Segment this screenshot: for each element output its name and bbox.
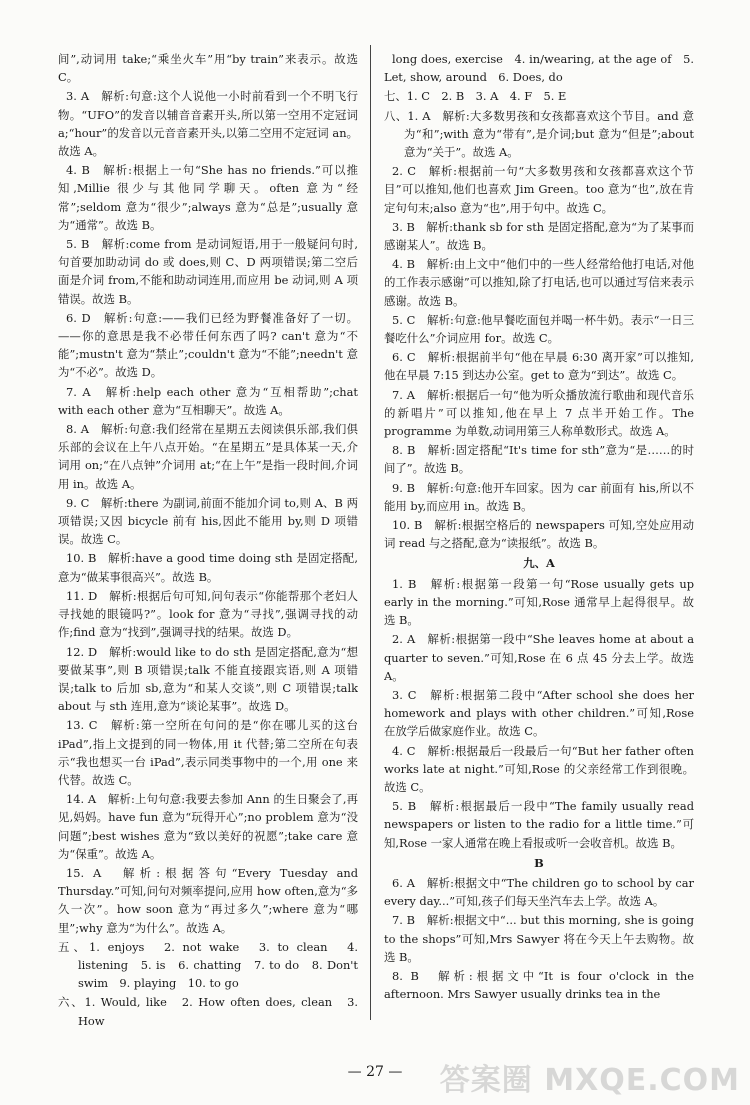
answer-paragraph: 八、1. A 解析:大多数男孩和女孩都喜欢这个节目。and 意为“和”;with 意为“带有”,是介词;but 意为“但是”;about 意为“关于”。故选 A。 (384, 108, 694, 160)
answer-paragraph: 11. D 解析:根据后句可知,问句表示“你能帮那个老妇人寻找她的眼镜吗?”。look for 意为“寻找”,强调寻找的动作;find 意为“找到”,强调寻找的结果。故选 D。 (58, 588, 358, 640)
answer-paragraph: 10. B 解析:根据空格后的 newspapers 可知,空处应用动词 read 与之搭配,意为“读报纸”。故选 B。 (384, 518, 694, 551)
answer-paragraph: 间”,动词用 take;“乘坐火车”用“by train”来表示。故选 C。 (58, 52, 358, 85)
answer-paragraph: 6. C 解析:根据前半句“他在早晨 6:30 离开家”可以推知,他在早晨 7:15 到达办公室。get to 意为“到达”。故选 C。 (384, 350, 694, 383)
answer-paragraph: 3. B 解析:thank sb for sth 是固定搭配,意为“为了某事而感谢某人”。故选 B。 (384, 219, 694, 253)
column-divider (370, 45, 371, 1020)
answer-paragraph: 6. D 解析:句意:——我们已经为野餐准备好了一切。——你的意思是我不必带任何东西了吗? can't 意为“不能”;mustn't 意为“禁止”;couldn't 意为“不能”;needn't 意为“不必”。故选 D。 (58, 310, 358, 380)
answer-paragraph: 2. C 解析:根据前一句“大多数男孩和女孩都喜欢这个节目”可以推知,他们也喜欢 Jim Green。too 意为“也”,放在肯定句句末;also 意为“也”,用于句中。故选 C。 (384, 164, 694, 215)
answer-paragraph: 3. A 解析:句意:这个人说他一小时前看到一个不明飞行物。“UFO”的发音以辅音音素开头,所以第一空用不定冠词 a;“hour”的发音以元音音素开头,以第二空用不定冠词 an。故选 A。 (58, 89, 358, 159)
watermark-logo: 答案圈 MXQE.COM (439, 1063, 740, 1098)
answer-paragraph: 8. B 解析:根据文中“It is four o'clock in the afternoon. Mrs Sawyer usually drinks tea in the (384, 968, 694, 1002)
answer-paragraph: 6. A 解析:根据文中“The children go to school by car every day...”可知,孩子们每天坐汽车去上学。故选 A。 (384, 875, 694, 909)
answer-paragraph: 14. A 解析:上句句意:我要去参加 Ann 的生日聚会了,再见,妈妈。have fun 意为“玩得开心”;no problem 意为“没问题”;best wishes 意为“致以美好的祝愿”;take care 意为“保重”。故选 A。 (58, 792, 358, 861)
answer-paragraph: 9. C 解析:there 为副词,前面不能加介词 to,则 A、B 两项错误;又因 bicycle 前有 his,因此不能用 by,则 D 项错误。故选 C。 (58, 495, 358, 547)
answer-paragraph: 5. B 解析:come from 是动词短语,用于一般疑问句时,句首要加助动词 do 或 does,则 C、D 两项错误;第二空后面是介词 from,不能和助动词连用,而应用 be 动词,则 A 项错误。故选 B。 (58, 237, 358, 306)
answer-paragraph: B (534, 855, 544, 870)
answer-paragraph: 7. A 解析:help each other 意为“互相帮助”;chat with each other 意为“互相聊天”。故选 A。 (58, 384, 358, 417)
answer-paragraph: 12. D 解析:would like to do sth 是固定搭配,意为“想要做某事”,则 B 项错误;talk 不能直接跟宾语,则 A 项错误;talk to 后加 sb,意为“和某人交谈”,则 C 项错误;talk about 与 sth 连用,意为“谈论某事”。故选 D。 (58, 644, 358, 714)
answer-paragraph: 9. B 解析:句意:他开车回家。因为 car 前面有 his,所以不能用 by,而应用 in。故选 B。 (384, 480, 694, 513)
answer-paragraph: 13. C 解析:第一空所在句问的是“你在哪儿买的这台 iPad”,指上文提到的同一物体,用 it 代替;第二空所在句表示“我也想买一台 iPad”,表示同类事物中的一个,用 one 来代替。故选 C。 (58, 718, 358, 787)
answer-paragraph: 5. B 解析:根据最后一段中“The family usually read newspapers or listen to the radio for a little time.”可知,Rose 一家人通常在晚上看报或听一会收音机。故选 B。 (384, 799, 694, 850)
left-column (58, 50, 358, 1035)
answer-paragraph: 七、1. C 2. B 3. A 4. F 5. E (384, 89, 567, 104)
answer-paragraph: 10. B 解析:have a good time doing sth 是固定搭配,意为“做某事很高兴”。故选 B。 (58, 551, 358, 584)
answer-paragraph: 4. C 解析:根据最后一段最后一句“But her father often works late at night.”可知,Rose 的父亲经常工作到很晚。故选 C。 (384, 743, 694, 794)
answer-paragraph: 5. C 解析:句意:他早餐吃面包并喝一杯牛奶。表示“一日三餐吃什么”介词应用 for。故选 C。 (384, 312, 694, 346)
answer-paragraph: 8. A 解析:句意:我们经常在星期五去阅读俱乐部,我们俱乐部的会议在上午八点开始。“在星期五”是具体某一天,介词用 on;“在八点钟”介词用 at;“在上午”是指一段时间,介词用 in。故选 A。 (58, 422, 358, 491)
answer-paragraph: 4. B 解析:根据上一句“She has no friends.”可以推知,Millie 很少与其他同学聊天。often 意为“经常”;seldom 意为“很少”;always 意为“总是”;usually 意为“通常”。故选 B。 (58, 163, 358, 232)
page-number: — 27 — (347, 1064, 403, 1080)
answer-paragraph: long does, exercise 4. in/wearing, at the age of 5. Let, show, around 6. Does, do (384, 52, 694, 85)
answer-paragraph: 2. A 解析:根据第一段中“She leaves home at about a quarter to seven.”可知,Rose 在 6 点 45 分去上学。故选 A。 (384, 632, 694, 683)
answer-paragraph: 九、A (523, 556, 555, 571)
answer-paragraph: 五、1. enjoys 2. not wake 3. to clean 4. listening 5. is 6. chatting 7. to do 8. Don't swim 9. playing 10. to go (58, 939, 358, 991)
answer-paragraph: 8. B 解析:固定搭配“It's time for sth”意为“是……的时间了”。故选 B。 (384, 443, 694, 476)
answer-paragraph: 3. C 解析:根据第二段中“After school she does her homework and plays with other children.”可知,Rose 在放学后做家庭作业。故选 C。 (384, 687, 694, 739)
answer-paragraph: 1. B 解析:根据第一段第一句“Rose usually gets up early in the morning.”可知,Rose 通常早上起得很早。故选 B。 (384, 576, 694, 628)
answer-paragraph: 4. B 解析:由上文中“他们中的一些人经常给他打电话,对他的工作表示感谢”可以推知,除了打电话,也可以通过写信来表示感谢。故选 B。 (384, 257, 694, 308)
answer-paragraph: 六、1. Would, like 2. How often does, clean 3. How (58, 995, 358, 1028)
answer-paragraph: 15. A 解析:根据答句“Every Tuesday and Thursday.”可知,问句对频率提问,应用 how often,意为“多久一次”。how soon 意为“再过多久”;where 意为“哪里”;why 意为“为什么”。故选 A。 (58, 865, 358, 935)
right-column (384, 50, 694, 1035)
answer-paragraph: 7. A 解析:根据后一句“他为听众播放流行歌曲和现代音乐的新唱片”可以推知,他在早上 7 点半开始工作。The programme 为单数,动词用第三人称单数形式。故选 A。 (384, 387, 694, 439)
answer-paragraph: 7. B 解析:根据文中“... but this morning, she is going to the shops”可知,Mrs Sawyer 将在今天上午去购物。故选 B。 (384, 913, 694, 964)
